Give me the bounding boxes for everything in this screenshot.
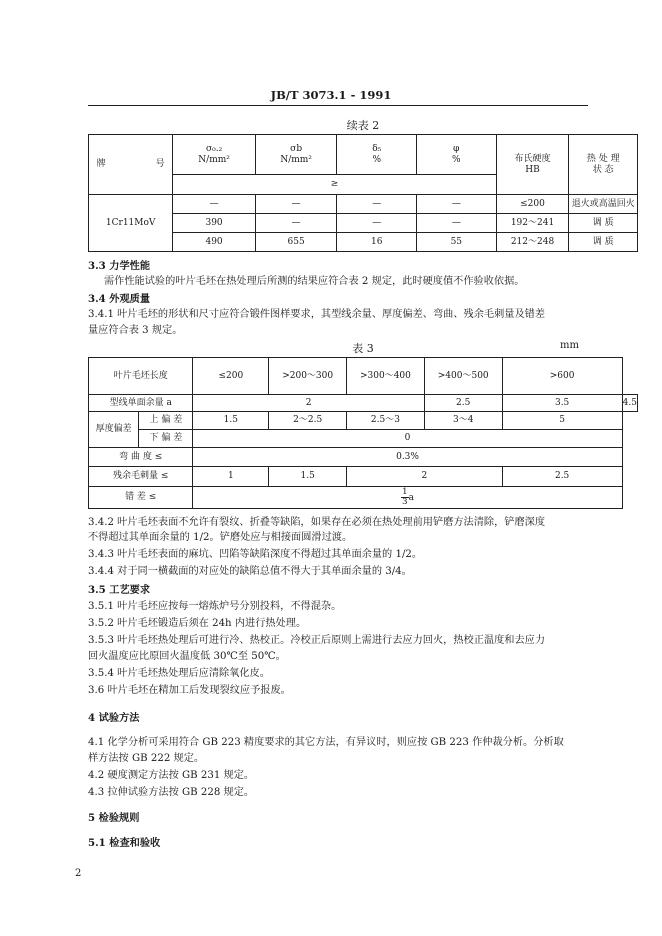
table3-mismatch-cell: $\frac{1}{3}$ a — [193, 487, 622, 509]
table3-length-col: ≤200 — [193, 358, 269, 395]
table2-cell: 调 质 — [569, 214, 638, 233]
para-3-5-2: 3.5.2 叶片毛坯锻造后须在 24h 内进行热处理。 — [88, 618, 307, 629]
header-rule — [88, 105, 588, 106]
para-4-3: 4.3 拉伸试验方法按 GB 228 规定。 — [88, 787, 255, 798]
para-3-4-1-line1: 3.4.1 叶片毛坯的形状和尺寸应符合锻件图样要求，其型线余量、厚度偏差、弯曲、残余毛刺量及错差 — [88, 309, 546, 320]
table2-sigmab-header: σb N/mm² — [255, 135, 337, 175]
table2-cell: 390 — [173, 214, 256, 233]
para-3-5-1: 3.5.1 叶片毛坯应按每一熔炼炉号分别投料，不得混杂。 — [88, 601, 342, 612]
table2-cell: 655 — [255, 233, 337, 252]
table3-cell: 0 — [193, 430, 622, 448]
table3-length-label: 叶片毛坯长度 — [89, 358, 193, 395]
table3-cell: 2 — [347, 467, 503, 487]
table3-length-col: >400～500 — [424, 358, 502, 395]
table3-cell: 2.5～3 — [347, 412, 425, 430]
table2-cell: 490 — [173, 233, 256, 252]
para-4-1-line1: 4.1 化学分析可采用符合 GB 223 精度要求的其它方法，有异议时，则应按 GB 223 作仲裁分析。分析取 — [88, 737, 564, 748]
page-number: 2 — [75, 868, 82, 879]
table3-cell: 1.5 — [193, 412, 269, 430]
table2-cell: 212～248 — [496, 233, 569, 252]
para-3-4-2-line2: 不得超过其单面余量的 1/2。铲磨处应与相接面圆滑过渡。 — [88, 532, 353, 543]
fraction: $\frac{1}{3}$ — [402, 487, 408, 507]
table2-cell: 退火或高温回火 — [569, 195, 638, 214]
table3-upper-label: 上 偏 差 — [139, 412, 193, 430]
table3-cell: 1 — [193, 467, 269, 487]
section-3-3-heading: 3.3 力学性能 — [88, 260, 151, 272]
table3 — [88, 357, 638, 509]
table2-geq-row: ≥ — [173, 175, 496, 195]
para-3-4-1-line2: 量应符合表 3 规定。 — [88, 325, 183, 336]
table3-length-col: >200～300 — [269, 358, 347, 395]
table2-hardness-header: 布氏硬度 HB — [496, 135, 569, 195]
table2-cell: — — [417, 214, 497, 233]
table3-cell: 0.3% — [193, 448, 622, 467]
table2-grade-header: 牌 号 — [89, 135, 173, 195]
table3-cell: 5 — [502, 412, 622, 430]
table3-bend-label: 弯 曲 度 ≤ — [89, 448, 193, 467]
table3-cell: 2～2.5 — [269, 412, 347, 430]
table2-cell: ≤200 — [496, 195, 569, 214]
section-3-5-heading: 3.5 工艺要求 — [88, 584, 151, 596]
table2-delta-header: δ₅ % — [337, 135, 417, 175]
table3-cell: 1.5 — [269, 467, 347, 487]
para-3-4-3: 3.4.3 叶片毛坯表面的麻坑、凹陷等缺陷深度不得超过其单面余量的 1/2。 — [88, 549, 423, 560]
section-5-heading: 5 检验规则 — [88, 812, 140, 824]
table3-length-col: >600 — [502, 358, 622, 395]
table2-grade-cell: 1Cr11MoV — [89, 195, 173, 252]
table2-caption: 续表 2 — [346, 119, 380, 132]
table2-cell: — — [255, 195, 337, 214]
table3-cell: 2 — [193, 395, 424, 412]
table2-sigma02-header: σ₀.₂ N/mm² — [173, 135, 256, 175]
table2-cell: — — [173, 195, 256, 214]
table2-cell: 调 质 — [569, 233, 638, 252]
para-3-4-2-line1: 3.4.2 叶片毛坯表面不允许有裂纹、折叠等缺陷，如果存在必须在热处理前用铲磨方法清除，铲磨深度 — [88, 517, 546, 528]
table2-cell: — — [417, 195, 497, 214]
table2-cell: 16 — [337, 233, 417, 252]
section-5-1-heading: 5.1 检查和验收 — [88, 837, 161, 849]
table2-cell: 192～241 — [496, 214, 569, 233]
table3-cell: 3～4 — [424, 412, 502, 430]
table3-margin-label: 型线单面余量 a — [89, 395, 193, 412]
table2-cell: — — [337, 195, 417, 214]
para-3-5-3-line2: 回火温度应比原回火温度低 30℃至 50℃。 — [88, 651, 286, 662]
para-3-5-3-line1: 3.5.3 叶片毛坯热处理后可进行冷、热校正。冷校正后原则上需进行去应力回火，热校正温度和去应力 — [88, 635, 546, 646]
table2-phi-header: φ % — [417, 135, 497, 175]
para-3-5-4: 3.5.4 叶片毛坯热处理后应清除氧化皮。 — [88, 668, 270, 679]
section-3-4-heading: 3.4 外观质量 — [88, 293, 151, 305]
table3-caption: 表 3 — [352, 342, 374, 355]
table2 — [88, 134, 638, 252]
para-3-4-4: 3.4.4 对于同一横截面的对应处的缺陷总值不得大于其单面余量的 3/4。 — [88, 566, 412, 577]
section-4-heading: 4 试验方法 — [88, 712, 140, 724]
document-header: JB/T 3073.1 - 1991 — [270, 88, 392, 102]
table2-heat-treatment-header: 热 处 理 状 态 — [569, 135, 638, 195]
para-3-6: 3.6 叶片毛坯在精加工后发现裂纹应予报废。 — [88, 685, 291, 696]
table3-mismatch-label: 错 差 ≤ — [89, 487, 193, 509]
table3-cell: 3.5 — [502, 395, 622, 412]
table3-unit: mm — [560, 340, 579, 351]
para-4-2: 4.2 硬度测定方法按 GB 231 规定。 — [88, 770, 255, 781]
section-3-3-text: 需作性能试验的叶片毛坯在热处理后所测的结果应符合表 2 规定，此时硬度值不作验收依据。 — [104, 276, 525, 287]
table3-cell: 4.5 — [622, 395, 637, 412]
table2-cell: — — [337, 214, 417, 233]
table3-lower-label: 下 偏 差 — [139, 430, 193, 448]
table3-cell: 2.5 — [502, 467, 622, 487]
table2-cell: 55 — [417, 233, 497, 252]
table3-thickness-label: 厚度偏差 — [89, 412, 139, 448]
table3-cell: 2.5 — [424, 395, 502, 412]
para-4-1-line2: 样方法按 GB 222 规定。 — [88, 753, 205, 764]
table2-cell: — — [255, 214, 337, 233]
table3-length-col: >300～400 — [347, 358, 425, 395]
table3-burr-label: 残余毛刺量 ≤ — [89, 467, 193, 487]
